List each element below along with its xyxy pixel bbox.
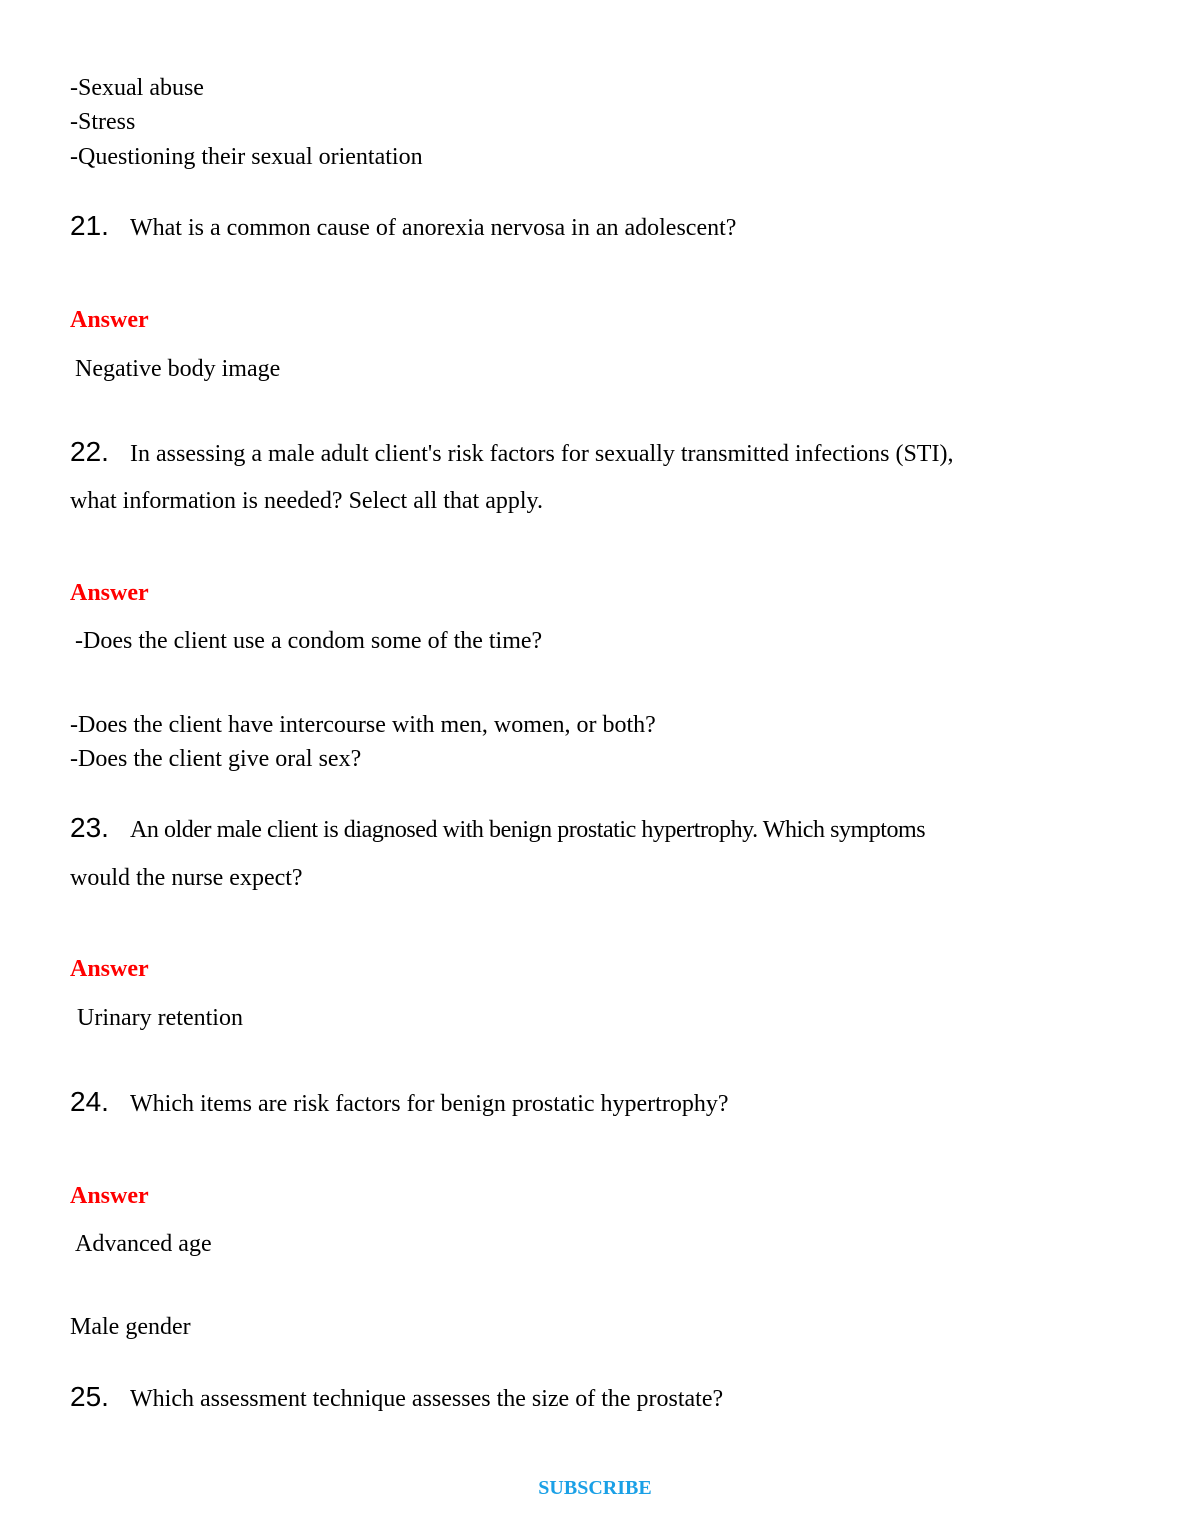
question-text: An older male client is diagnosed with benign prostatic hypertrophy. Which symptoms [130, 817, 926, 843]
answer-label: Answer [70, 956, 149, 982]
answer-text: -Does the client use a condom some of the time? [75, 628, 543, 654]
answer-text: Negative body image [75, 356, 281, 382]
intro-line: -Questioning their sexual orientation [70, 144, 423, 170]
question-text-continued: would the nurse expect? [70, 865, 303, 891]
question-23 [70, 812, 925, 844]
answer-label: Answer [70, 580, 149, 606]
answer-text: Advanced age [75, 1231, 212, 1257]
question-number: 21. [70, 210, 109, 241]
question-number: 25. [70, 1381, 109, 1412]
question-25 [70, 1381, 723, 1413]
intro-line: -Stress [70, 109, 136, 135]
question-number: 24. [70, 1086, 109, 1117]
question-text: Which items are risk factors for benign prostatic hypertrophy? [130, 1091, 729, 1117]
answer-text: -Does the client have intercourse with men, women, or both? [70, 712, 656, 738]
question-number: 23. [70, 812, 109, 843]
question-number: 22. [70, 436, 109, 467]
answer-text: -Does the client give oral sex? [70, 746, 362, 772]
question-text-continued: what information is needed? Select all that apply. [70, 488, 543, 514]
answer-text: Urinary retention [77, 1005, 243, 1031]
intro-line: -Sexual abuse [70, 75, 204, 101]
question-22 [70, 436, 953, 468]
subscribe-link[interactable]: SUBSCRIBE [538, 1477, 652, 1499]
question-text: What is a common cause of anorexia nervosa in an adolescent? [130, 215, 737, 241]
question-21 [70, 210, 736, 242]
answer-label: Answer [70, 307, 149, 333]
question-text: In assessing a male adult client's risk factors for sexually transmitted infections (STI), [130, 441, 954, 467]
question-24 [70, 1086, 728, 1118]
question-text: Which assessment technique assesses the size of the prostate? [130, 1386, 724, 1412]
answer-text: Male gender [70, 1314, 191, 1340]
answer-label: Answer [70, 1183, 149, 1209]
